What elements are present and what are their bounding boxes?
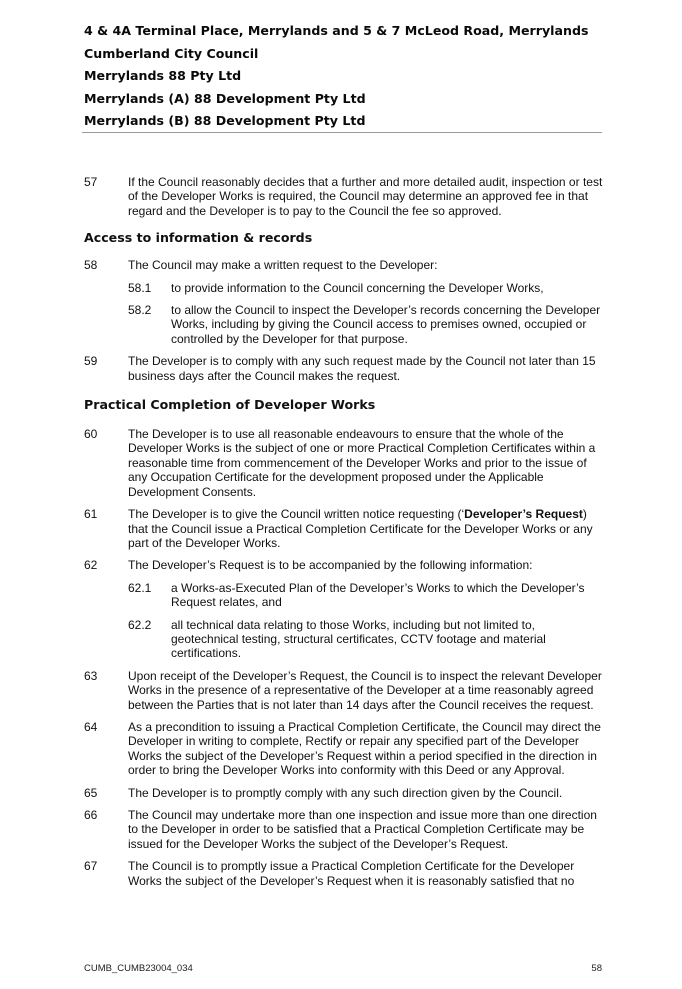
clause-62-1 (84, 581, 604, 610)
clause-text: As a precondition to issuing a Practical Completion Certificate, the Council may direct the Developer in writing to complete, Rectify or repair any specified part of the Developer Works the subject of the Developer’s Request within a period specified in the direction in order to bring the Developer Works into conformity with this Deed or any Approval. (128, 719, 601, 778)
clause-58 (84, 258, 604, 272)
subclause-text: all technical data relating to those Works, including but not limited to, geotechnical testing, structural certificates, CCTV footage and material certifications. (171, 617, 546, 661)
clause-number: 67 (84, 859, 98, 874)
clause-text: The Developer’s Request is to be accompanied by the following information: (128, 558, 533, 573)
document-id: CUMB_CUMB23004_034 (84, 963, 193, 974)
clause-number: 61 (84, 507, 98, 522)
subclause-number: 58.2 (128, 303, 152, 318)
header-divider (82, 132, 602, 133)
header-party-1: Merrylands 88 Pty Ltd (84, 68, 242, 83)
subclause-number: 62.2 (128, 617, 152, 632)
clause-text: If the Council reasonably decides that a further and more detailed audit, inspection or test of the Developer Works is required, the Council may determine an approved fee in that regard and the Developer is to pay to the Council the fee so approved. (128, 175, 603, 218)
clause-number: 65 (84, 785, 98, 800)
header-party-3: Merrylands (B) 88 Development Pty Ltd (84, 113, 366, 128)
header-property-address: 4 & 4A Terminal Place, Merrylands and 5 & 7 McLeod Road, Merrylands (84, 23, 589, 38)
clause-58-1 (84, 281, 604, 295)
subclause-number: 58.1 (128, 280, 152, 295)
clause-number: 57 (84, 175, 98, 189)
clause-60 (84, 427, 604, 499)
clause-number: 64 (84, 719, 98, 734)
document-header (84, 20, 602, 133)
clause-text: The Developer is to promptly comply with any such direction given by the Council. (128, 785, 563, 800)
clause-text: The Council may undertake more than one inspection and issue more than one direction to the Developer in order to be satisfied that a Practical Completion Certificate may be issued for the Developer Works the subject of the Developer’s Request. (128, 808, 597, 851)
clause-text: Upon receipt of the Developer’s Request, the Council is to inspect the relevant Developer Works in the presence of a representative of the Developer at a time reasonably agreed between the Parties that is not later than 14 days after the Council receives the request. (128, 668, 602, 712)
clause-61 (84, 507, 604, 550)
clause-63 (84, 669, 604, 712)
clause-58-2 (84, 303, 604, 346)
clause-text-a: The Developer is to give the Council written notice requesting (‘ (128, 507, 465, 522)
subclause-text: a Works-as-Executed Plan of the Developer’s Works to which the Developer’s Request relates, and (171, 580, 585, 610)
section-heading-access: Access to information & records (84, 230, 313, 246)
header-party-council: Cumberland City Council (84, 45, 259, 61)
clause-number: 58 (84, 258, 98, 273)
clause-64 (84, 720, 604, 778)
clause-62-2 (84, 618, 604, 661)
clause-text: The Council may make a written request to the Developer: (128, 258, 438, 273)
clause-number: 66 (84, 808, 98, 822)
section-heading-practical-completion: Practical Completion of Developer Works (84, 397, 376, 413)
clause-number: 60 (84, 427, 98, 442)
page-number: 58 (591, 963, 602, 974)
clause-text-b: ) that the Council issue a Practical Completion Certificate for the Developer Works or any part of the Developer Works. (128, 507, 593, 550)
clause-number: 63 (84, 668, 98, 683)
clause-67 (84, 859, 604, 888)
document-body (84, 175, 604, 888)
clause-66 (84, 808, 604, 851)
clause-number: 62 (84, 558, 98, 573)
clause-65 (84, 786, 604, 800)
subclause-text: to provide information to the Council concerning the Developer Works, (171, 280, 544, 295)
subclause-text: to allow the Council to inspect the Developer’s records concerning the Developer Works, including by giving the Council access to premises owned, occupied or controlled by the Developer for that purpose. (171, 303, 601, 346)
header-party-2: Merrylands (A) 88 Development Pty Ltd (84, 90, 366, 106)
clause-text: The Council is to promptly issue a Practical Completion Certificate for the Developer Works the subject of the Developer’s Request when it is reasonably satisfied that no (128, 859, 575, 888)
clause-number: 59 (84, 354, 98, 369)
clause-59 (84, 354, 604, 383)
clause-text: The Developer is to comply with any such request made by the Council not later than 15 business days after the Council makes the request. (128, 354, 596, 383)
clause-text: The Developer is to use all reasonable endeavours to ensure that the whole of the Developer Works is the subject of one or more Practical Completion Certificates within a reasonable time from commencement of the Developer Works and prior to the issue of any Occupation Certificate for the development proposed under the Applicable Development Consents. (128, 427, 596, 499)
defined-term: Developer’s Request (464, 507, 583, 522)
clause-57 (84, 175, 604, 218)
clause-62 (84, 558, 604, 572)
subclause-number: 62.1 (128, 580, 152, 595)
